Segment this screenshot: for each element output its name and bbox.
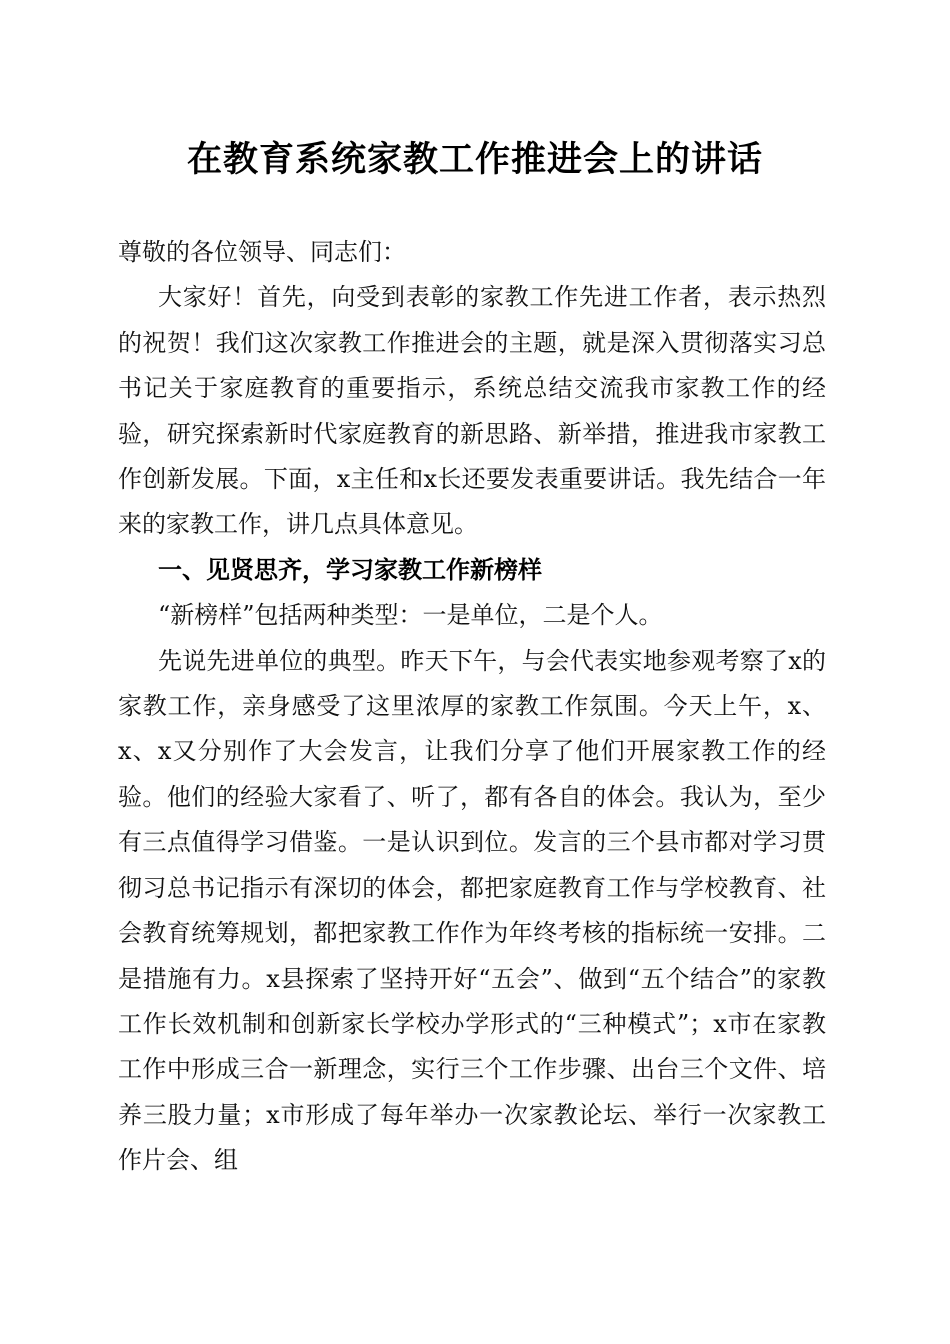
paragraph-new-models: “新榜样”包括两种类型：一是单位，二是个人。 — [158, 601, 663, 630]
section-heading-1: 一、见贤思齐，学习家教工作新榜样 — [158, 555, 542, 584]
paragraph-advanced-units: 先说先进单位的典型。昨天下午，与会代表实地参观考察了x的家教工作，亲身感受了这里浓厚的家教工作氛围。今天上午，x、x、x又分别作了大会发言，让我们分享了他们开展家教工作的经验。他们的经验大家看了、听了，都有各自的体会。我认为，至少有三点值得学习借鉴。一是认识到位。发言的三个县市都对学习贯彻习总书记指示有深切的体会，都把家庭教育工作与学校教育、社会教育统筹规划，都把家教工作作为年终考核的指标统一安排。二是措施有力。x县探索了坚持开好“五会”、做到“五个结合”的家教工作长效机制和创新家长学校办学形式的“三种模式”；x市在家教工作中形成三合一新理念，实行三个工作步骤、出台三个文件、培养三股力量；x市形成了每年举办一次家教论坛、举行一次家教工作片会、组 — [118, 646, 826, 1175]
document-body — [118, 230, 826, 1184]
paragraph-opening: 大家好！首先，向受到表彰的家教工作先进工作者，表示热烈的祝贺！我们这次家教工作推进会的主题，就是深入贯彻落实习总书记关于家庭教育的重要指示，系统总结交流我市家教工作的经验，研究探索新时代家庭教育的新思路、新举措，推进我市家教工作创新发展。下面，x主任和x长还要发表重要讲话。我先结合一年来的家教工作，讲几点具体意见。 — [118, 283, 826, 539]
document-title: 在教育系统家教工作推进会上的讲话 — [186, 139, 763, 180]
salutation: 尊敬的各位领导、同志们： — [118, 238, 406, 266]
